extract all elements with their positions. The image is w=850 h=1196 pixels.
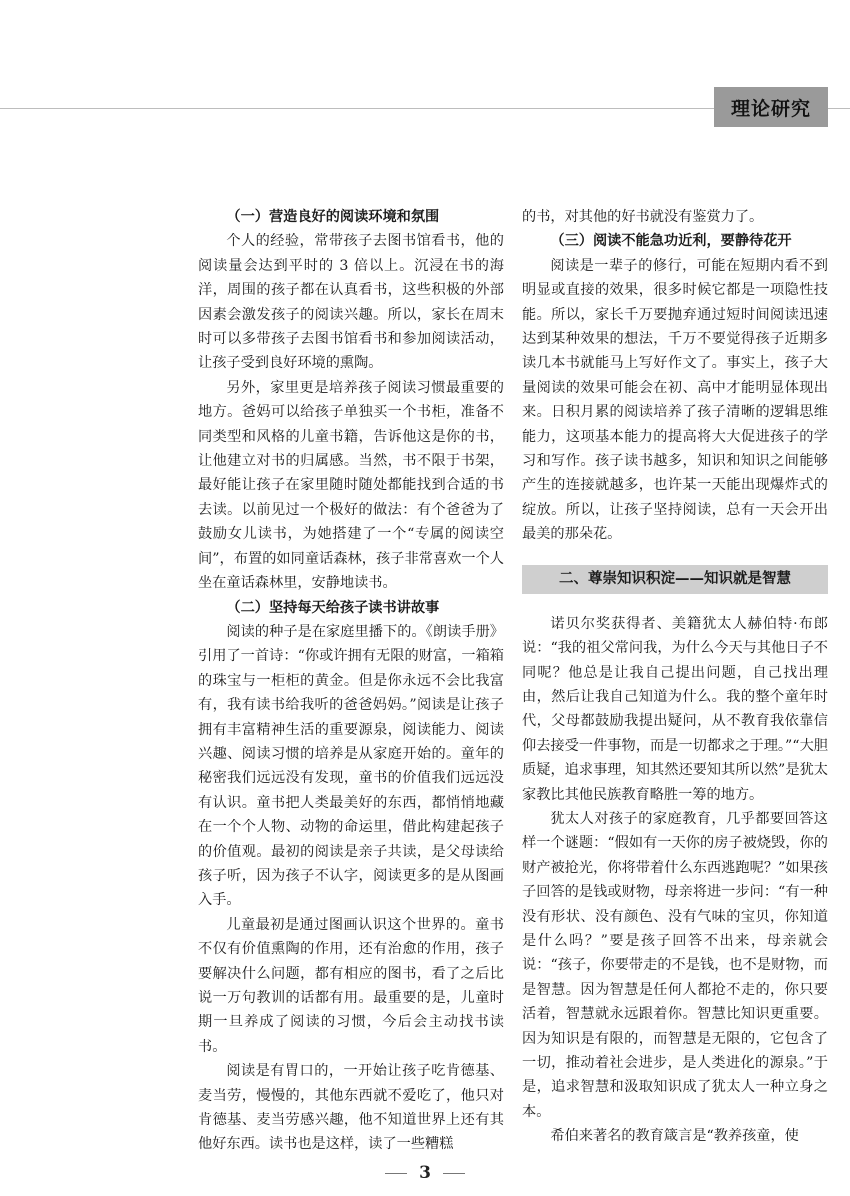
left-column [198, 205, 504, 1157]
page-number-dash-left [385, 1173, 407, 1174]
paragraph: 儿童最初是通过图画认识这个世界的。童书不仅有价值熏陶的作用，还有治愈的作用，孩子要解决什么问题，都有相应的图书，看了之后比说一万句教训的话都有用。最重要的是，儿童时期一旦养成了阅读的习惯，今后会主动找书读书。 [198, 916, 504, 1055]
paragraph: 阅读是一辈子的修行，可能在短期内看不到明显或直接的效果，很多时候它都是一项隐性技能。所以，家长千万要抛弃通过短时间阅读迅速达到某种效果的想法，千万不要觉得孩子近期多读几本书就能马上写好作文了。事实上，孩子大量阅读的效果可能会在初、高中才能明显体现出来。日积月累的阅读培养了孩子清晰的逻辑思维能力，这项基本能力的提高将大大促进孩子的学习和写作。孩子读书越多，知识和知识之间能够产生的连接就越多，也许某一天能出现爆炸式的绽放。所以，让孩子坚持阅读，总有一天会开出最美的那朵花。 [522, 257, 828, 543]
paragraph: 个人的经验，常带孩子去图书馆看书，他的阅读量会达到平时的 3 倍以上。沉浸在书的海洋，周围的孩子都在认真看书，这些积极的外部因素会激发孩子的阅读兴趣。所以，家长在周末时可以多带孩子去图书馆看书和参加阅读活动，让孩子受到良好环境的熏陶。 [198, 233, 504, 372]
paragraph: 犹太人对孩子的家庭教育，几乎都要回答这样一个谜题：“假如有一天你的房子被烧毁，你的财产被抢光，你将带着什么东西逃跑呢？”如果孩子回答的是钱或财物，母亲将进一步问：“有一种没有形状、没有颜色、没有气味的宝贝，你知道是什么吗？”要是孩子回答不出来，母亲就会说：“孩子，你要带走的不是钱，也不是财物，而是智慧。因为智慧是任何人都抢不走的，你只要活着，智慧就永远跟着你。智慧比知识更重要。因为知识是有限的，而智慧是无限的，它包含了一切，推动着社会进步，是人类进化的源泉。”于是，追求智慧和汲取知识成了犹太人一种立身之本。 [522, 810, 828, 1120]
paragraph: 阅读的种子是在家庭里播下的。《朗读手册》引用了一首诗：“你或许拥有无限的财富，一箱箱的珠宝与一柜柜的黄金。但是你永远不会比我富有，我有读书给我听的爸爸妈妈。”阅读是让孩子拥有丰富精神生活的重要源泉，阅读能力、阅读兴趣、阅读习惯的培养是从家庭开始的。童年的秘密我们远远没有发现，童书的价值我们远远没有认识。童书把人类最美好的东西，都悄悄地藏在一个个人物、动物的命运里，借此构建起孩子的价值观。最初的阅读是亲子共读，是父母读给孩子听，因为孩子不认字，阅读更多的是从图画入手。 [198, 623, 504, 909]
subheading-1: （一）营造良好的阅读环境和氛围 [226, 209, 440, 225]
subheading-3: （三）阅读不能急功近利，要静待花开 [550, 233, 792, 250]
page-number [0, 1163, 850, 1183]
paragraph-continued: 的书，对其他的好书就没有鉴赏力了。 [522, 209, 764, 225]
paragraph: 希伯来著名的教育箴言是“教养孩童，使 [550, 1128, 799, 1145]
page-number-value: 3 [419, 1163, 431, 1183]
page-number-dash-right [443, 1173, 465, 1174]
section-title-banner: 二、尊崇知识积淀——知识就是智慧 [522, 565, 828, 594]
paragraph: 另外，家里更是培养孩子阅读习惯最重要的地方。爸妈可以给孩子单独买一个书柜，准备不同类型和风格的儿童书籍，告诉他这是你的书，让他建立对书的归属感。当然，书不限于书架，最好能让孩子在家里随时随处都能找到合适的书去读。以前见过一个极好的做法：有个爸爸为了鼓励女儿读书，为她搭建了一个“专属的阅读空间”，布置的如同童话森林，孩子非常喜欢一个人坐在童话森林里，安静地读书。 [198, 379, 504, 592]
right-column [522, 205, 828, 1149]
section-label: 理论研究 [714, 87, 828, 127]
paragraph: 阅读是有胃口的，一开始让孩子吃肯德基、麦当劳，慢慢的，其他东西就不爱吃了，他只对肯德基、麦当劳感兴趣，他不知道世界上还有其他好东西。读书也是这样，读了一些糟糕 [198, 1063, 504, 1153]
subheading-2: （二）坚持每天给孩子读书讲故事 [226, 599, 440, 616]
paragraph: 诺贝尔奖获得者、美籍犹太人赫伯特·布郎说：“我的祖父常问我，为什么今天与其他日子不同呢？他总是让我自己提出问题，自己找出理由，然后让我自己知道为什么。我的整个童年时代，父母都鼓励我提出疑问，从不教育我依靠信仰去接受一件事物，而是一切都求之于理。”“大胆质疑，追求事理，知其然还要知其所以然”是犹太家教比其他民族教育略胜一筹的地方。 [522, 615, 828, 803]
